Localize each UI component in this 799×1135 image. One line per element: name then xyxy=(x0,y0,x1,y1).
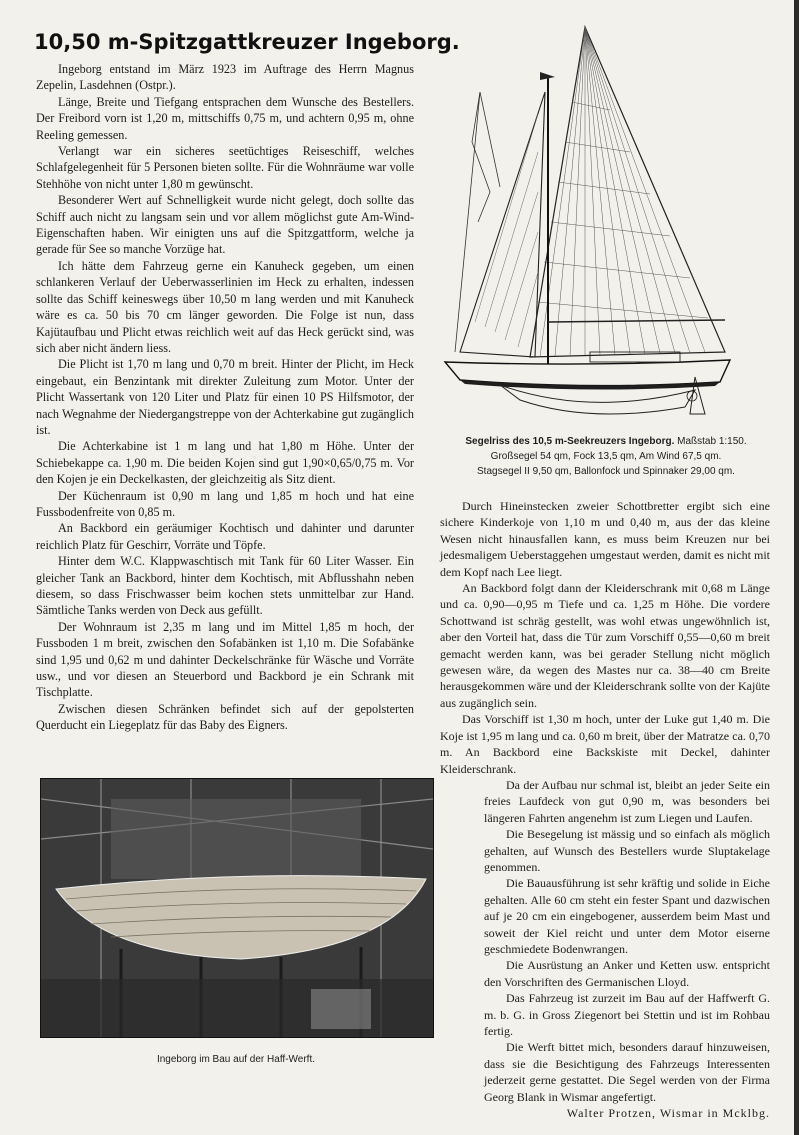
paragraph: Besonderer Wert auf Schnelligkeit wurde nicht gelegt, doch sollte das Schiff auch nicht zu langsam sein und vor allem möglichst gute Am-Wind-Eigenschaften haben. Wir einigten uns auf die Spitzgattform, welche ja gerade für See so manche Vorzüge hat. xyxy=(36,193,414,257)
paragraph: Ingeborg entstand im März 1923 im Auftrage des Herrn Magnus Zepelin, Lasdehnen (Ostpr.). xyxy=(36,62,414,93)
hull xyxy=(445,360,730,386)
figure-caption-line: Großsegel 54 qm, Fock 13,5 qm, Am Wind 67,5 qm. xyxy=(490,451,722,462)
jib-seams xyxy=(475,114,538,347)
figure-caption-title: Segelriss des 10,5 m-Seekreuzers Ingeborg. xyxy=(465,436,675,447)
page-edge xyxy=(794,0,799,1135)
paragraph: Die Bauausführung ist sehr kräftig und solide in Eiche gehalten. Alle 60 cm steht ein fester Spant und dazwischen auf je 20 cm ein eingebogener, ausserdem beim Mast und soweit der Kiel reicht und unter dem Motor eiserne geschmiedete Bodenwrangen. xyxy=(484,876,770,956)
paragraph: Da der Aufbau nur schmal ist, bleibt an jeder Seite ein freies Laufdeck von gut 0,90 m, was besonders bei längeren Fahrten angenehm ist zum Liegen und Laufen. xyxy=(484,777,770,825)
photo-caption: Ingeborg im Bau auf der Haff-Werft. xyxy=(156,1054,316,1065)
paragraph: Die Plicht ist 1,70 m lang und 0,70 m breit. Hinter der Plicht, im Heck eingebaut, ein Benzintank mit direkter Zuleitung zum Motor. Unter der Plicht Wassertank von 120 Liter und Platz für einen 10 PS Hilfsmotor, der nach Wegnahme der Niedergangstreppe von der Achterkabine gut zugänglich ist. xyxy=(36,357,414,437)
paragraph: Verlangt war ein sicheres seetüchtiges Reiseschiff, welches Schlafgelegenheit für 5 Personen bieten sollte. Für die Wohnräume war volle Stehhöhe von nicht unter 1,80 m gewünscht. xyxy=(36,144,414,191)
paragraph: Die Achterkabine ist 1 m lang und hat 1,80 m Höhe. Unter der Schiebekappe ca. 1,90 m. Die beiden Kojen sind gut 1,90×0,65/0,75 m. Vor den Kojen je ein Deckelkasten, der gleichzeitig als Sitz dient. xyxy=(36,439,414,487)
paragraph: Das Vorschiff ist 1,30 m hoch, unter der Luke gut 1,40 m. Die Koje ist 1,95 m lang und ca. 0,60 m breit, über der Matratze ca. 0,70 m. An Backbord eine Backskiste mit Deckel, dahinter Kleiderschrank. xyxy=(440,712,770,776)
paragraph: Der Küchenraum ist 0,90 m lang und 1,85 m hoch und hat eine Fussbodenfreite von 0,85 m. xyxy=(36,488,414,519)
paragraph: Die Werft bittet mich, besonders darauf hinzuweisen, dass sie die Besichtigung des Fahrzeugs Interessenten jederzeit gerne gestattet. Die Segel werden von der Firma Georg Blank in Wismar angefertigt. xyxy=(484,1040,770,1104)
sail-plan-svg xyxy=(440,22,760,427)
paragraph: Die Ausrüstung an Anker und Ketten usw. entspricht den Vorschriften des Germanischen Lloyd. xyxy=(484,958,770,989)
forestay xyxy=(455,92,480,352)
narrow-column xyxy=(484,777,770,1122)
paragraph: Hinter dem W.C. Klappwaschtisch mit Tank für 60 Liter Wasser. Ein gleicher Tank an Backbord, hinter dem Kochtisch, mit Abflusshahn neben diesem, so dass Frischwasser beim kochen stets unmittelbar zur Hand. Sämtliche Tanks werden von Deck aus gefüllt. xyxy=(36,554,414,618)
mainsail-seams xyxy=(537,27,708,357)
sail-plan-drawing xyxy=(440,22,760,427)
paragraph: Die Besegelung ist mässig und so einfach als möglich gehalten, auf Wunsch des Bestellers wurde Sluptakelage genommen. xyxy=(484,827,770,874)
article-title: 10,50 m-Spitzgattkreuzer Ingeborg. xyxy=(34,30,460,54)
left-column xyxy=(36,61,414,734)
paragraph: An Backbord ein geräumiger Kochtisch und dahinter und darunter reichlich Platz für Geschirr, Vorräte und Töpfe. xyxy=(36,521,414,552)
paragraph: Das Fahrzeug ist zurzeit im Bau auf der Haffwerft G. m. b. G. in Gross Ziegenort bei Stettin und ist im Rohbau fertig. xyxy=(484,991,770,1038)
spinnaker-outline xyxy=(472,92,490,222)
paragraph: Der Wohnraum ist 2,35 m lang und im Mittel 1,85 m hoch, der Fussboden 1 m breit, zwischen den Sofabänken ist 1,10 m. Die Sofabänke sind 1,95 und 0,62 m und dahinter Deckelschränke für Wäsche und Vorräte usw., und vor diesen an Steuerbord und Backbord je ein Schrank mit Tischplatte. xyxy=(36,619,414,700)
construction-photo-svg xyxy=(41,779,433,1037)
boom xyxy=(548,320,725,322)
figure-caption xyxy=(436,434,776,479)
construction-photo xyxy=(40,778,434,1038)
paragraph: An Backbord folgt dann der Kleiderschrank mit 0,68 m Länge und ca. 0,90—0,95 m Tiefe und ca. 1,25 m Höhe. Die vordere Schottwand ist schräg gestellt, was wohl etwas ungewöhnlich ist, aber den Vorteil hat, dass die Tür zum Vorschiff 0,55—0,60 m breit gemacht werden kann, was bei gerader Stellung nicht möglich gewesen wäre, da wegen des Mastes nur ca. 38—40 cm Breite herausgekommen wäre und der Kleiderschrank sollte von der Kajüte aus zugänglich sein. xyxy=(440,581,770,710)
jib xyxy=(460,92,545,357)
figure-caption-line: Stagsegel II 9,50 qm, Ballonfock und Spinnaker 29,00 qm. xyxy=(477,466,735,477)
author-signature: Walter Protzen, Wismar in Mcklbg. xyxy=(566,1106,770,1121)
right-column xyxy=(440,498,770,1121)
paragraph: Länge, Breite und Tiefgang entsprachen dem Wunsche des Bestellers. Der Freibord vorn ist 1,20 m, mittschiffs 0,75 m, und achtern 0,95 m, ohne Reeling gemessen. xyxy=(36,94,414,142)
paragraph: Zwischen diesen Schränken befindet sich auf der gepolsterten Querducht ein Liegeplatz für das Baby des Eigners. xyxy=(36,701,414,733)
paragraph: Ich hätte dem Fahrzeug gerne ein Kanuheck gegeben, um einen schlankeren Verlauf der Ueberwasserlinien im Heck zu erhalten, indessen sollte das Schiff keineswegs über 10,50 m lang werden und mit Kanuheck wäre es ca. 50 bis 70 cm länger geworden. Die Folge ist nun, dass Kajütaufbau und Plicht etwas reichlich weit auf das Heck gerückt sind, was sich aber nicht ändern liess. xyxy=(36,258,414,355)
figure-caption-scale: Maßstab 1:150. xyxy=(677,436,747,447)
paragraph: Durch Hineinstecken zweier Schottbretter ergibt sich eine sichere Kinderkoje von 1,10 m und 0,40 m, aus der das kleine Wesen nicht hinausfallen kann, es muss beim Kreuzen nur bei jedesmaligem Ueberstaggehen umgestaut werden, damit es nicht mit dem Kopf nach Lee liegt. xyxy=(440,499,770,579)
